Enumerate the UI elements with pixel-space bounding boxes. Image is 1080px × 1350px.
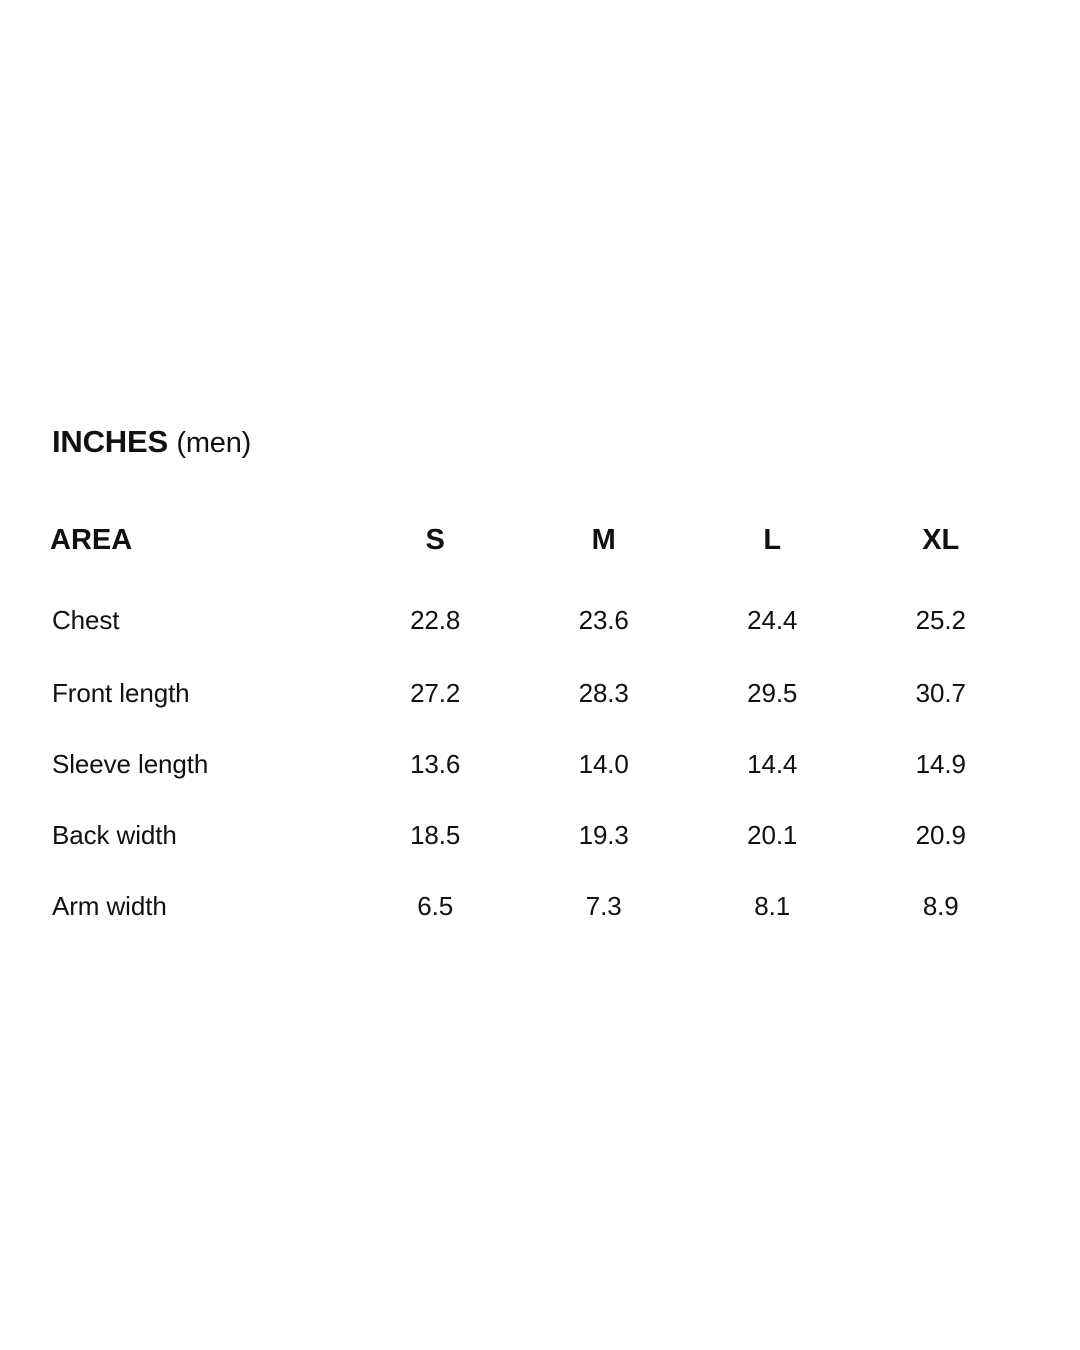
table-row — [50, 729, 1025, 800]
table-header-row — [50, 498, 1025, 582]
cell-front-length-s: 27.2 — [410, 678, 461, 708]
table-header — [50, 498, 1025, 582]
chart-title — [52, 424, 1030, 460]
cell-chest-xl: 25.2 — [915, 604, 966, 635]
cell-sleeve-length-m: 14.0 — [578, 749, 629, 779]
cell-back-width-xl: 20.9 — [915, 820, 966, 850]
table-row — [50, 871, 1025, 942]
cell-chest-s: 22.8 — [410, 604, 461, 635]
size-measurements-table — [50, 498, 1025, 942]
cell-arm-width-xl: 8.9 — [922, 891, 959, 921]
cell-chest-m: 23.6 — [578, 604, 629, 635]
chart-title-unit: INCHES — [52, 424, 168, 459]
cell-chest-l: 24.4 — [747, 604, 798, 635]
table-row — [50, 658, 1025, 729]
cell-sleeve-length-xl: 14.9 — [915, 749, 966, 779]
row-label-chest: Chest — [52, 604, 120, 635]
column-header-xl: XL — [922, 523, 960, 556]
cell-arm-width-s: 6.5 — [417, 891, 454, 921]
table-row — [50, 582, 1025, 658]
cell-sleeve-length-s: 13.6 — [410, 749, 461, 779]
row-label-front-length: Front length — [52, 678, 190, 708]
cell-front-length-m: 28.3 — [578, 678, 629, 708]
cell-front-length-l: 29.5 — [747, 678, 798, 708]
table-body — [50, 582, 1025, 942]
cell-front-length-xl: 30.7 — [915, 678, 966, 708]
column-header-m: M — [591, 523, 616, 556]
cell-sleeve-length-l: 14.4 — [747, 749, 798, 779]
column-header-s: S — [425, 523, 445, 556]
size-chart-section — [50, 424, 1030, 942]
cell-back-width-s: 18.5 — [410, 820, 461, 850]
column-header-area: AREA — [50, 523, 133, 556]
table-row — [50, 800, 1025, 871]
chart-title-audience: (men) — [176, 427, 252, 459]
cell-back-width-l: 20.1 — [747, 820, 798, 850]
row-label-arm-width: Arm width — [52, 891, 167, 921]
row-label-sleeve-length: Sleeve length — [52, 749, 209, 779]
row-label-back-width: Back width — [52, 820, 177, 850]
cell-arm-width-l: 8.1 — [754, 891, 791, 921]
column-header-l: L — [763, 523, 782, 556]
cell-back-width-m: 19.3 — [578, 820, 629, 850]
cell-arm-width-m: 7.3 — [585, 891, 622, 921]
